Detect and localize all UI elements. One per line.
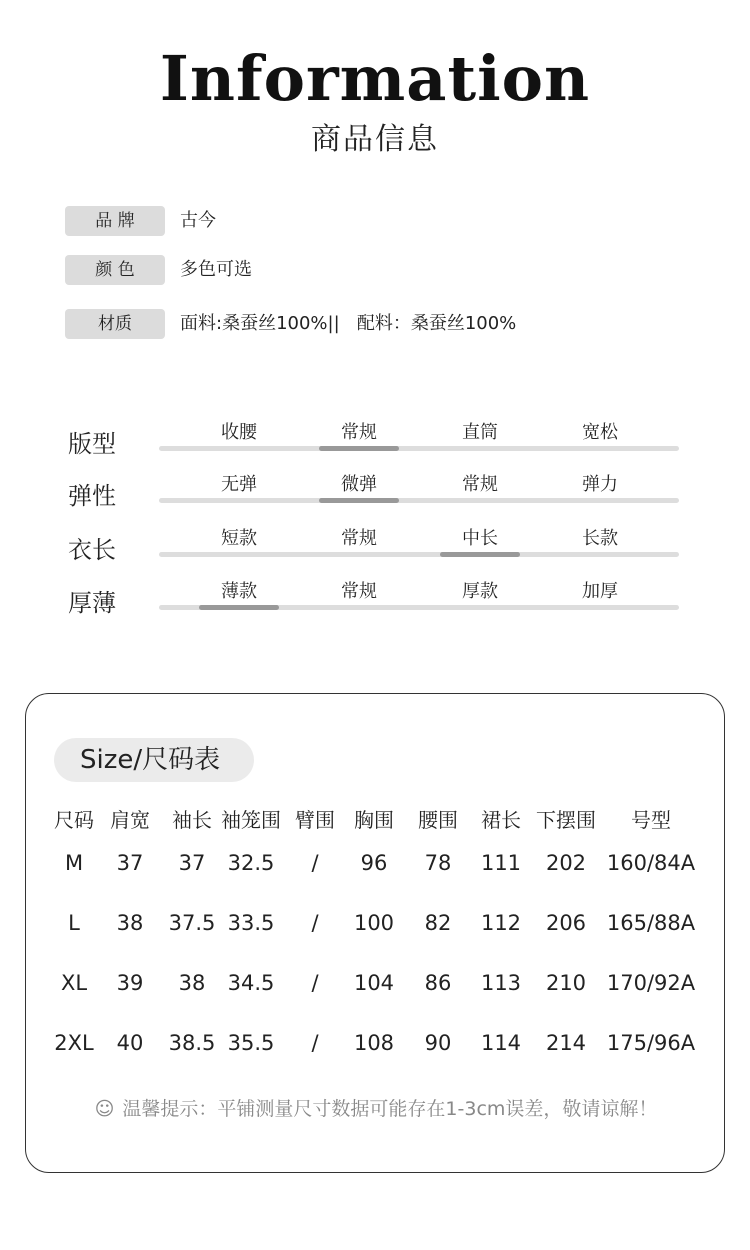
info-label: 材质: [65, 309, 165, 339]
size-table-cell: 112: [480, 911, 522, 935]
scale-option: 长款: [582, 528, 618, 549]
title-english: Information: [159, 42, 591, 115]
size-table-header: 胸围: [354, 808, 394, 832]
scale-label: 版型: [68, 430, 116, 458]
size-table-cell: 82: [424, 911, 452, 935]
size-table-cell: 38.5: [168, 1031, 216, 1055]
scale-selected-marker: [440, 552, 520, 557]
title-chinese: 商品信息: [311, 122, 439, 157]
size-table-cell: /: [311, 1031, 319, 1055]
size-table-cell: 86: [424, 971, 452, 995]
size-table-cell: 113: [480, 971, 522, 995]
size-table-cell: 100: [353, 911, 395, 935]
scale-selected-marker: [319, 498, 399, 503]
size-table-cell: 37: [178, 851, 206, 875]
scale-option: 常规: [341, 422, 377, 443]
size-table-cell: 104: [353, 971, 395, 995]
size-table-cell: 37: [116, 851, 144, 875]
scale-option: 厚款: [462, 581, 498, 602]
size-table-size-label: L: [68, 911, 80, 935]
size-table-cell: 114: [480, 1031, 522, 1055]
scale-option: 弹力: [582, 474, 618, 495]
size-table-header: 腰围: [418, 808, 458, 832]
size-table-size-label: XL: [60, 971, 88, 995]
scale-selected-marker: [199, 605, 279, 610]
scale-row: [68, 577, 680, 627]
size-table-cell: 32.5: [227, 851, 275, 875]
size-table-cell: 37.5: [168, 911, 216, 935]
scale-option: 常规: [341, 581, 377, 602]
size-table-header: 袖笼围: [221, 808, 281, 832]
size-table-cell: 35.5: [227, 1031, 275, 1055]
scale-row: [68, 418, 680, 468]
size-table-cell: 34.5: [227, 971, 275, 995]
scale-track: [159, 498, 679, 503]
size-table-header: 尺码: [54, 808, 94, 832]
size-table-cell: /: [311, 851, 319, 875]
size-table-cell: /: [311, 971, 319, 995]
info-value: 古今: [180, 210, 216, 231]
size-table-cell: 214: [545, 1031, 587, 1055]
size-table-cell: 170/92A: [606, 971, 696, 995]
size-table-cell: 39: [116, 971, 144, 995]
size-table-header: 号型: [631, 808, 671, 832]
size-table-header: 臂围: [295, 808, 335, 832]
size-table-cell: 160/84A: [606, 851, 696, 875]
scale-option: 无弹: [221, 474, 257, 495]
size-note-text: 温馨提示：平铺测量尺寸数据可能存在1-3cm误差，敬请谅解！: [122, 1098, 658, 1120]
scale-selected-marker: [319, 446, 399, 451]
size-table-cell: /: [311, 911, 319, 935]
size-table-size-label: 2XL: [54, 1031, 94, 1055]
scale-option: 常规: [341, 528, 377, 549]
scale-option: 微弹: [341, 474, 377, 495]
scale-track: [159, 552, 679, 557]
scale-option: 薄款: [221, 581, 257, 602]
smile-icon: ☺: [94, 1098, 115, 1120]
scale-label: 弹性: [68, 482, 116, 510]
scale-label: 衣长: [68, 536, 116, 564]
scale-track: [159, 446, 679, 451]
size-table-cell: 108: [353, 1031, 395, 1055]
scale-option: 收腰: [221, 422, 257, 443]
size-table-cell: 38: [178, 971, 206, 995]
scale-option: 直筒: [462, 422, 498, 443]
scale-row: [68, 470, 680, 520]
size-table-cell: 165/88A: [606, 911, 696, 935]
size-table-cell: 38: [116, 911, 144, 935]
size-table-header: 肩宽: [110, 808, 150, 832]
scale-option: 短款: [221, 528, 257, 549]
size-table-cell: 202: [545, 851, 587, 875]
size-table-cell: 206: [545, 911, 587, 935]
info-label: 品 牌: [65, 206, 165, 236]
size-table-cell: 33.5: [227, 911, 275, 935]
size-table-cell: 40: [116, 1031, 144, 1055]
size-table-header: 裙长: [481, 808, 521, 832]
info-label: 颜 色: [65, 255, 165, 285]
info-value: 多色可选: [180, 259, 252, 280]
size-table-header: 袖长: [172, 808, 212, 832]
size-table-cell: 78: [424, 851, 452, 875]
scale-option: 宽松: [582, 422, 618, 443]
scale-option: 中长: [462, 528, 498, 549]
size-note: [26, 1094, 726, 1121]
scale-label: 厚薄: [68, 589, 116, 617]
scale-option: 加厚: [582, 581, 618, 602]
size-table-cell: 175/96A: [606, 1031, 696, 1055]
size-table-cell: 210: [545, 971, 587, 995]
size-chart-card: [25, 693, 725, 1173]
size-table-cell: 96: [360, 851, 388, 875]
scale-option: 常规: [462, 474, 498, 495]
info-value: 面料:桑蚕丝100%|| 配料：桑蚕丝100%: [180, 313, 517, 334]
size-chart-title: Size/尺码表: [54, 738, 254, 782]
size-table-cell: 111: [480, 851, 522, 875]
scale-row: [68, 524, 680, 574]
size-table-size-label: M: [64, 851, 84, 875]
size-table-cell: 90: [424, 1031, 452, 1055]
size-table-header: 下摆围: [536, 808, 596, 832]
